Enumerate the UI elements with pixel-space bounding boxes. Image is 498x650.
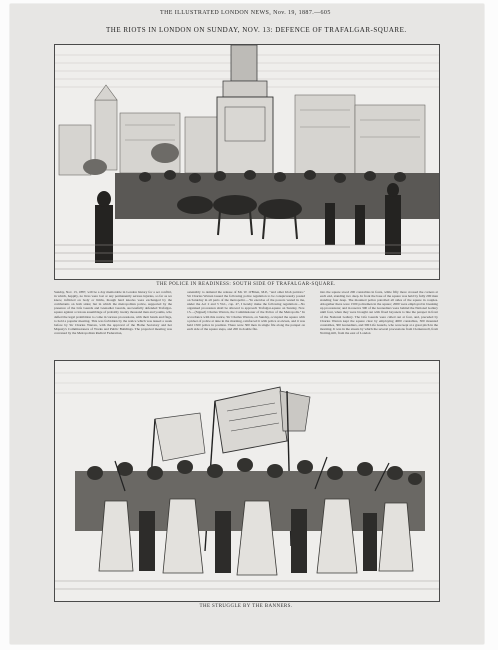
article-column-1: Sunday, Nov. 13, 1887, will be a day memorable in London history for a set conflict, in which, happily, no lives were lost or any permanently serious injuries, so far as we know, inflicted on body or limbs, though hard knocks were exchanged by the combatants on both sides; but in which the metropolitan police, supported by the presence of the Life Guards and Grenadier Guards, successfully defended Trafalgar-square against a riotous assemblage of probably twenty thousand men and youths, who defied the legal prohibition to come in various processions, with their bands and flags, to hold a popular meeting. This was forbidden by the notice which was issued a week before by Sir Charles Warren, with the approval of the Home Secretary and her Majesty's Commissioners of Works and Public Buildings. The projected meeting was convened by the Metropolitan Radical Federation,	[54, 290, 172, 335]
engraving-police-in-readiness	[54, 44, 440, 280]
engraving-illustration-bottom	[55, 361, 439, 601]
page-sheet	[10, 4, 484, 644]
running-head: THE ILLUSTRATED LONDON NEWS, Nov. 19, 1887.—605	[160, 10, 331, 16]
engraving-struggle-by-banners	[54, 360, 440, 602]
caption-bottom: THE STRUGGLE BY THE BANNERS.	[199, 604, 293, 609]
article-column-2: ostensibly to demand the release of Mr. W. O'Brien, M.P., "and other Irish patriots." Sir Charles Warren issued the following police regulation to be conspicuously posted on Saturday in all parts of the metropolis:—"In exercise of the powers vested in me, under the Act 2 and 3 Vict., cap. 47, I hereby make the following regulation:—No organised procession shall be allowed to approach Trafalgar-square on Sunday, Nov. 13.—(Signed) Charles Warren, the Commissioner of the Police of the Metropolis." In accordance with this notice, Sir Charles Warren, on Sunday, occupied the square with a picket of police at nine in the morning, reinforced it with police at eleven, and it was held 1500 police in position. There were 300 men in single file along the parapet on each side of the square steps, and 200 in double file.	[187, 290, 305, 331]
page-headline: THE RIOTS IN LONDON ON SUNDAY, NOV. 13: DEFENCE OF TRAFALGAR-SQUARE.	[106, 26, 407, 34]
article-column-3: into the square stood 200 constables in fours, while fifty more crossed the corners at each end, standing two deep. In front the base of the square was held by fully 200 men standing four deep. The mounted police patrolled all sides of the square in couples. Altogether there were 1500 policemen in the square; 2000 were employed in breaking up processions; and in reserve 300 of the Grenadiers were behind the National Gallery until four, when they were brought out with fixed bayonets to line the parapet in front of the National Gallery. The Life Guards were called out at four, and, preceded by Charles Warren kept the square clear by employing 4000 constables, 300 mounted constables, 300 Grenadiers, and 300 Life Guards, who were kept at a great pitch in the morning. It was in the streets by which the several processions from Clerkenwell, from Notting-hill, from the east of London	[320, 290, 438, 335]
caption-top: THE POLICE IN READINESS: SOUTH SIDE OF TRAFALGAR-SQUARE.	[156, 282, 336, 287]
engraving-illustration-top	[55, 45, 439, 279]
